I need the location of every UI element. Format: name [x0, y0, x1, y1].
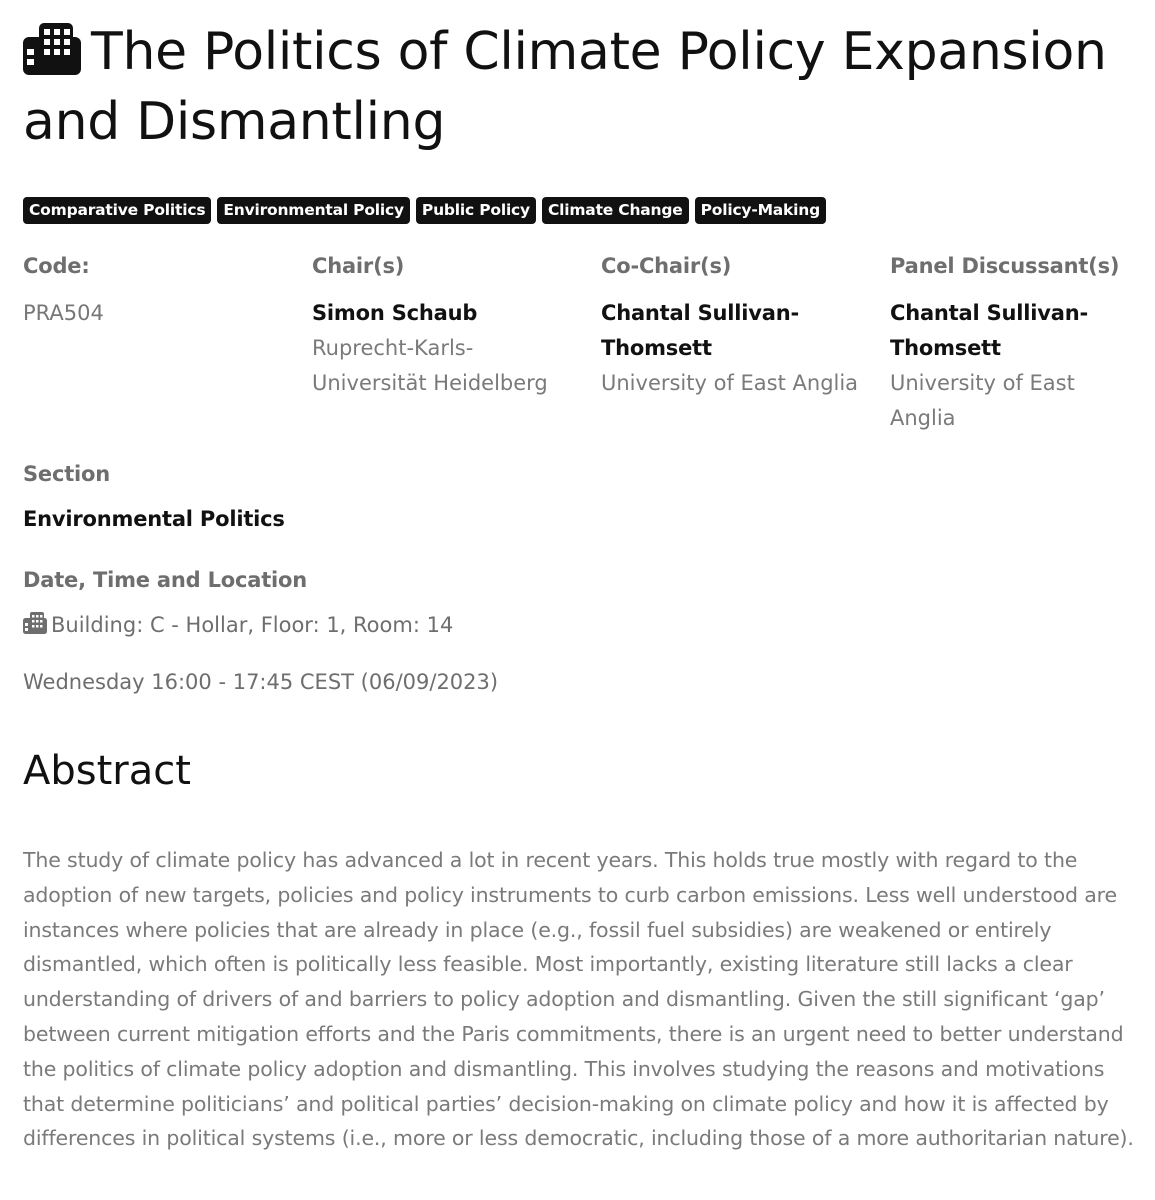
chair-name[interactable]: Simon Schaub	[312, 301, 478, 325]
code-label: Code:	[23, 254, 90, 278]
tag-public-policy[interactable]: Public Policy	[416, 197, 536, 224]
tag-list	[23, 197, 826, 224]
building-icon	[23, 612, 47, 634]
cochair-label: Co-Chair(s)	[601, 254, 732, 278]
discussant-affiliation: University of East Anglia	[890, 371, 1075, 430]
abstract-text: The study of climate policy has advanced a lot in recent years. This holds true mostly with regard to the adoption of new targets, policies and policy instruments to curb carbon emissions. Less well understood are instances where policies that are already in place (e.g., fossil fuel subsidies) are weakened or entirely dismantled, which often is politically less feasible. Most importantly, existing literature still lacks a clear understanding of drivers of and barriers to policy adoption and dismantling. Given the still significant ‘gap’ between current mitigation efforts and the Paris commitments, there is an urgent need to better understand the politics of climate policy adoption and dismantling. This involves studying the reasons and motivations that determine politicians’ and political parties’ decision-making on climate policy and how it is affected by differences in political systems (i.e., more or less democratic, including those of a more authoritarian nature).	[23, 848, 1134, 1151]
page-title-text: The Politics of Climate Policy Expansion and Dismantling	[23, 22, 1107, 152]
schedule-block	[23, 564, 1138, 700]
cochair-name[interactable]: Chantal Sullivan-Thomsett	[601, 301, 799, 360]
section-block	[23, 458, 1138, 537]
cochair-affiliation: University of East Anglia	[601, 371, 859, 395]
tag-environmental-policy[interactable]: Environmental Policy	[217, 197, 410, 224]
discussant-column	[890, 250, 1135, 436]
chair-column	[312, 250, 582, 401]
location-text: Building: C - Hollar, Floor: 1, Room: 14	[51, 613, 454, 637]
tag-comparative-politics[interactable]: Comparative Politics	[23, 197, 211, 224]
page-title	[23, 17, 1138, 157]
discussant-name[interactable]: Chantal Sullivan-Thomsett	[890, 301, 1088, 360]
cochair-column	[601, 250, 871, 401]
tag-policy-making[interactable]: Policy-Making	[695, 197, 826, 224]
discussant-label: Panel Discussant(s)	[890, 254, 1120, 278]
datetime-text: Wednesday 16:00 - 17:45 CEST (06/09/2023)	[23, 670, 499, 694]
chair-affiliation: Ruprecht-Karls-Universität Heidelberg	[312, 336, 548, 395]
schedule-label: Date, Time and Location	[23, 568, 308, 592]
location-line	[23, 608, 1138, 643]
tag-climate-change[interactable]: Climate Change	[542, 197, 689, 224]
chair-label: Chair(s)	[312, 254, 405, 278]
code-value: PRA504	[23, 301, 104, 325]
section-label: Section	[23, 462, 111, 486]
section-value[interactable]: Environmental Politics	[23, 507, 285, 531]
abstract-heading: Abstract	[23, 748, 191, 794]
building-icon	[23, 23, 81, 75]
code-column	[23, 250, 293, 331]
